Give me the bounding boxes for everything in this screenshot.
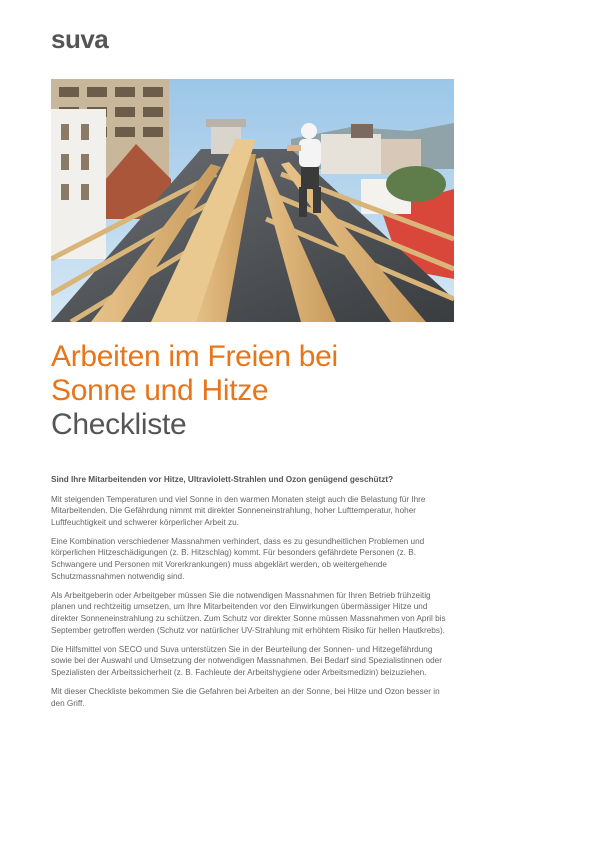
lead-question: Sind Ihre Mitarbeitenden vor Hitze, Ultraviolett-Strahlen und Ozon genügend geschützt? <box>51 475 394 484</box>
suva-logo: suva <box>51 24 109 54</box>
title-line-3: Checkliste <box>51 408 187 441</box>
title-line-1: Arbeiten im Freien bei <box>51 340 338 373</box>
title-line-2: Sonne und Hitze <box>51 374 269 407</box>
body-text <box>51 474 451 717</box>
paragraph: Als Arbeitgeberin oder Arbeitgeber müssen Sie die notwendigen Massnahmen für Ihren Betrieb frühzeitig planen und rechtzeitig umsetzen, um Ihre Mitarbeitenden vor den Einwirkungen übermässiger Hitze und direkter Sonneneinstrahlung zu schützen. Zum Schutz vor direkter Sonne müssen Massnahmen von April bis September getroffen werden (Schutz vor natürlicher UV-Strahlung mit erhöhtem Risiko für hellen Hautkrebs). <box>51 590 446 635</box>
paragraph: Mit dieser Checkliste bekommen Sie die Gefahren bei Arbeiten an der Sonne, bei Hitze und Ozon besser in den Griff. <box>51 686 440 708</box>
document-title <box>51 340 471 442</box>
hero-photo <box>51 79 454 322</box>
paragraph: Eine Kombination verschiedener Massnahmen verhindert, dass es zu gesundheitlichen Problemen und körperlichen Hitzeschädigungen (z. B. Hitzschlag) kommt. Für besonders gefährdete Personen (z. B. Schwangere und Personen mit Vorerkrankungen) muss abgeklärt werden, ob weitergehende Schutzmassnahmen notwendig sind. <box>51 536 425 581</box>
paragraph: Mit steigenden Temperaturen und viel Sonne in den warmen Monaten steigt auch die Belastung für Ihre Mitarbeitenden. Die Gefährdung nimmt mit direkter Sonneneinstrahlung, hoher Lufttemperatur, hoher Luftfeuchtigkeit und schwerer körperlicher Arbeit zu. <box>51 494 426 527</box>
paragraph: Die Hilfsmittel von SECO und Suva unterstützen Sie in der Beurteilung der Sonnen- und Hitzegefährdung sowie bei der Auswahl und Umsetzung der notwendigen Massnahmen. Bei Bedarf sind Spezialistinnen oder Spezialisten der Arbeitssicherheit (z. B. Fachleute der Arbeitshygiene oder Arbeitsmedizin) beizuziehen. <box>51 644 442 677</box>
